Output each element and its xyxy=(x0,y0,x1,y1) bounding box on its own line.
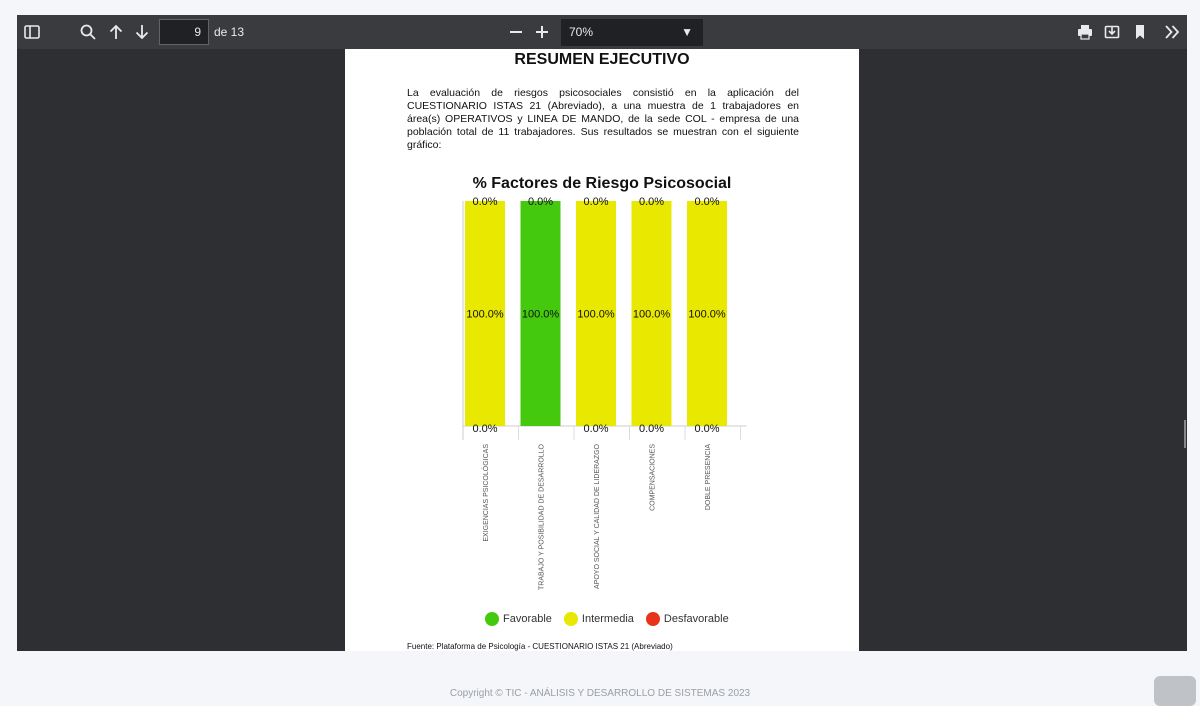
page-number-input[interactable] xyxy=(159,19,209,45)
category-label: COMPENSACIONES xyxy=(649,444,657,511)
category-label: DOBLE PRESENCIA xyxy=(705,444,712,511)
pdf-toolbar xyxy=(17,15,1187,49)
bar-label-middle: 100.0% xyxy=(466,308,504,321)
bar-label-middle: 100.0% xyxy=(577,308,615,321)
bookmark-icon[interactable] xyxy=(1129,21,1151,43)
bar-label-middle: 100.0% xyxy=(521,308,560,321)
bar-label-top: 0.0% xyxy=(527,196,554,208)
zoom-in-icon[interactable] xyxy=(531,21,553,43)
category-label: TRABAJO Y POSIBILIDAD DE DESARROLLO xyxy=(538,444,546,591)
source-note: Fuente: Plataforma de Psicología - CUESTIONARIO ISTAS 21 (Abreviado) xyxy=(407,642,673,651)
chevron-down-icon: ▼ xyxy=(681,25,693,39)
bar-label-top: 0.0% xyxy=(638,196,665,208)
category-label: EXIGENCIAS PSICOLÓGICAS xyxy=(483,444,490,542)
risk-factor-chart xyxy=(345,49,859,609)
print-icon[interactable] xyxy=(1074,21,1096,43)
scroll-top-button[interactable] xyxy=(1154,676,1196,706)
page-total-label: de 13 xyxy=(214,25,245,39)
bar-label-top: 0.0% xyxy=(694,196,720,208)
bar-label-middle: 100.0% xyxy=(688,308,726,321)
copyright-text: Copyright © TIC - ANÁLISIS Y DESARROLLO DE SISTEMAS 2023 xyxy=(449,688,751,699)
bar-label-top: 0.0% xyxy=(583,196,609,208)
legend-swatch xyxy=(564,612,578,626)
bar-label-bottom: 0.0% xyxy=(694,423,720,435)
bar-label-bottom: 0.0% xyxy=(638,423,665,435)
bar-label-middle: 100.0% xyxy=(632,308,671,321)
legend-item-desfavorable xyxy=(646,612,729,626)
arrow-up-icon[interactable] xyxy=(105,21,127,43)
arrow-down-icon[interactable] xyxy=(131,21,153,43)
summary-paragraph: La evaluación de riesgos psicosociales consistió en la aplicación del CUESTIONARIO ISTAS 21 (Abreviado), a una muestra de 1 trabajadores en área(s) OPERATIVOS y LINEA DE MANDO, de la sede COL - empresa de una población total de 11 trabajadores. Sus resultados se muestran con el siguiente gráfico: xyxy=(407,87,799,151)
more-tools-icon[interactable] xyxy=(1161,21,1183,43)
zoom-select[interactable] xyxy=(561,19,703,46)
page-title: RESUMEN EJECUTIVO xyxy=(514,51,690,68)
category-label: APOYO SOCIAL Y CALIDAD DE LIDERAZGO xyxy=(594,444,601,589)
zoom-value: 70% xyxy=(569,25,594,39)
legend-label: Favorable xyxy=(503,613,552,625)
chart-title: % Factores de Riesgo Psicosocial xyxy=(472,175,732,192)
legend-item-intermedia xyxy=(564,612,634,626)
sidebar-toggle-icon[interactable] xyxy=(21,21,43,43)
save-icon[interactable] xyxy=(1101,21,1123,43)
pdf-viewer xyxy=(17,15,1187,651)
legend-item-favorable xyxy=(485,612,552,626)
bar-label-top: 0.0% xyxy=(472,196,498,208)
legend-swatch xyxy=(485,612,499,626)
legend-swatch xyxy=(646,612,660,626)
chart-legend xyxy=(485,612,729,626)
legend-label: Intermedia xyxy=(581,613,634,625)
search-icon[interactable] xyxy=(77,21,99,43)
pdf-page xyxy=(345,49,859,651)
legend-label: Desfavorable xyxy=(663,613,729,625)
scrollbar[interactable] xyxy=(1184,420,1186,448)
bar-label-bottom: 0.0% xyxy=(583,423,609,435)
zoom-out-icon[interactable] xyxy=(505,21,527,43)
bar-label-bottom: 0.0% xyxy=(472,423,498,435)
